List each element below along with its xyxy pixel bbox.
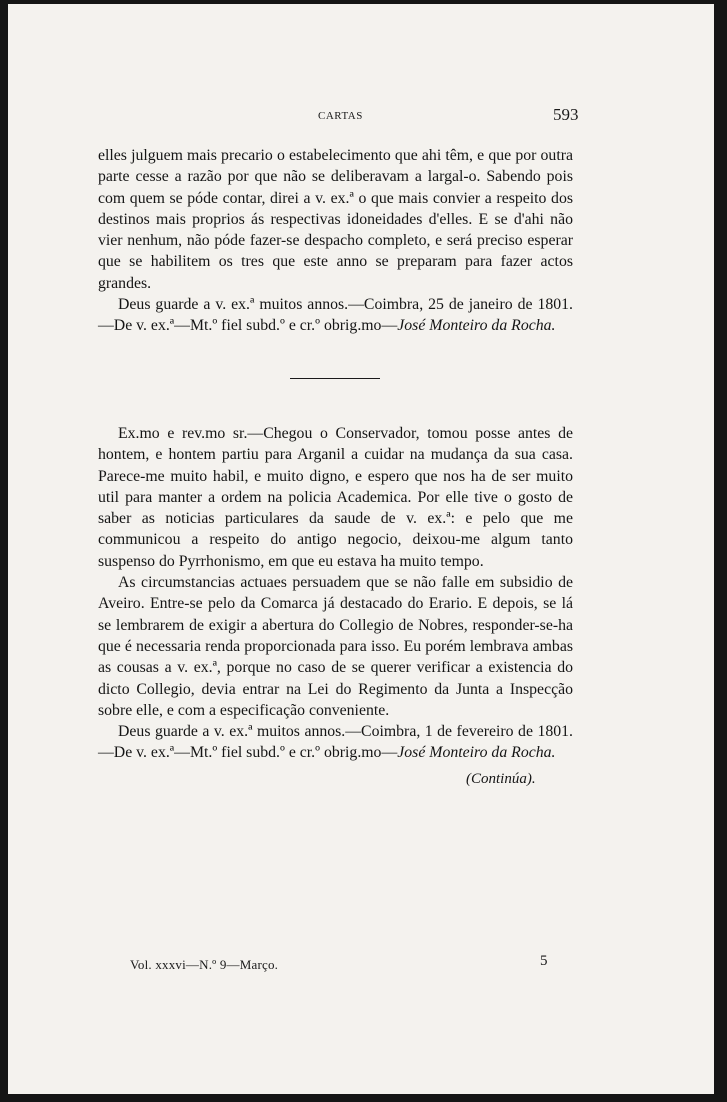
page-number: 593 [553,105,579,124]
signature-mark: 5 [540,953,548,969]
closing-text: Deus guarde a v. ex.ª muitos annos.—Coimbra, 1 de fevereiro de 1801.—De v. ex.ª—Mt.º fiel subd.º e cr.º obrig.mo— [98,723,573,762]
continuation-note: (Continúa). [466,771,536,787]
closing-paragraph [98,721,573,764]
signature: José Monteiro da Rocha. [397,317,556,335]
section-divider [290,378,380,379]
volume-footer: Vol. xxxvi—N.º 9—Março. [130,957,279,972]
paragraph: As circumstancias actuaes persuadem que se não falle em subsidio de Aveiro. Entre-se pelo da Comarca já destacado do Erario. E depois, se lá se lembrarem de exigir a abertura do Collegio de Nobres, responder-se-ha que é necessaria renda proporcionada para isso. Eu porém lembrava ambas as cousas a v. ex.ª, porque no caso de se querer verificar a existencia do dicto Collegio, devia entrar na Lei do Regimento da Junta a Inspecção sobre elle, e com a especificação conveniente. [98,574,573,719]
letter-2 [98,423,573,764]
letter-1 [98,145,573,337]
closing-text: Deus guarde a v. ex.ª muitos annos.—Coimbra, 25 de janeiro de 1801.—De v. ex.ª—Mt.º fiel subd.º e cr.º obrig.mo— [98,296,573,335]
paragraph: elles julguem mais precario o estabelecimento que ahi têm, e que por outra parte cesse a razão por que não se deliberavam a largal-o. Sabendo pois com quem se póde contar, direi a v. ex.ª o que mais convier a respeito dos destinos mais proprios ás respectivas idoneidades d'elles. E se d'ahi não vier nenhum, não póde fazer-se despacho completo, e será preciso esperar que se habilitem os tres que este anno se preparam para fazer actos grandes. [98,147,573,292]
running-head: CARTAS [318,110,363,122]
closing-paragraph [98,294,573,337]
paragraph: Ex.mo e rev.mo sr.—Chegou o Conservador, tomou posse antes de hontem, e hontem partiu para Arganil a cuidar na mudança da sua casa. Parece-me muito habil, e muito digno, e espero que nos ha de ser muito util para manter a ordem na policia Academica. Por elle tive o gosto de saber as noticias particulares da saude de v. ex.ª: e pelo que me communicou a respeito do antigo negocio, deixou-me algum tanto suspenso do Pyrrhonismo, em que eu estava ha muito tempo. [98,425,573,570]
signature: José Monteiro da Rocha. [397,744,556,762]
